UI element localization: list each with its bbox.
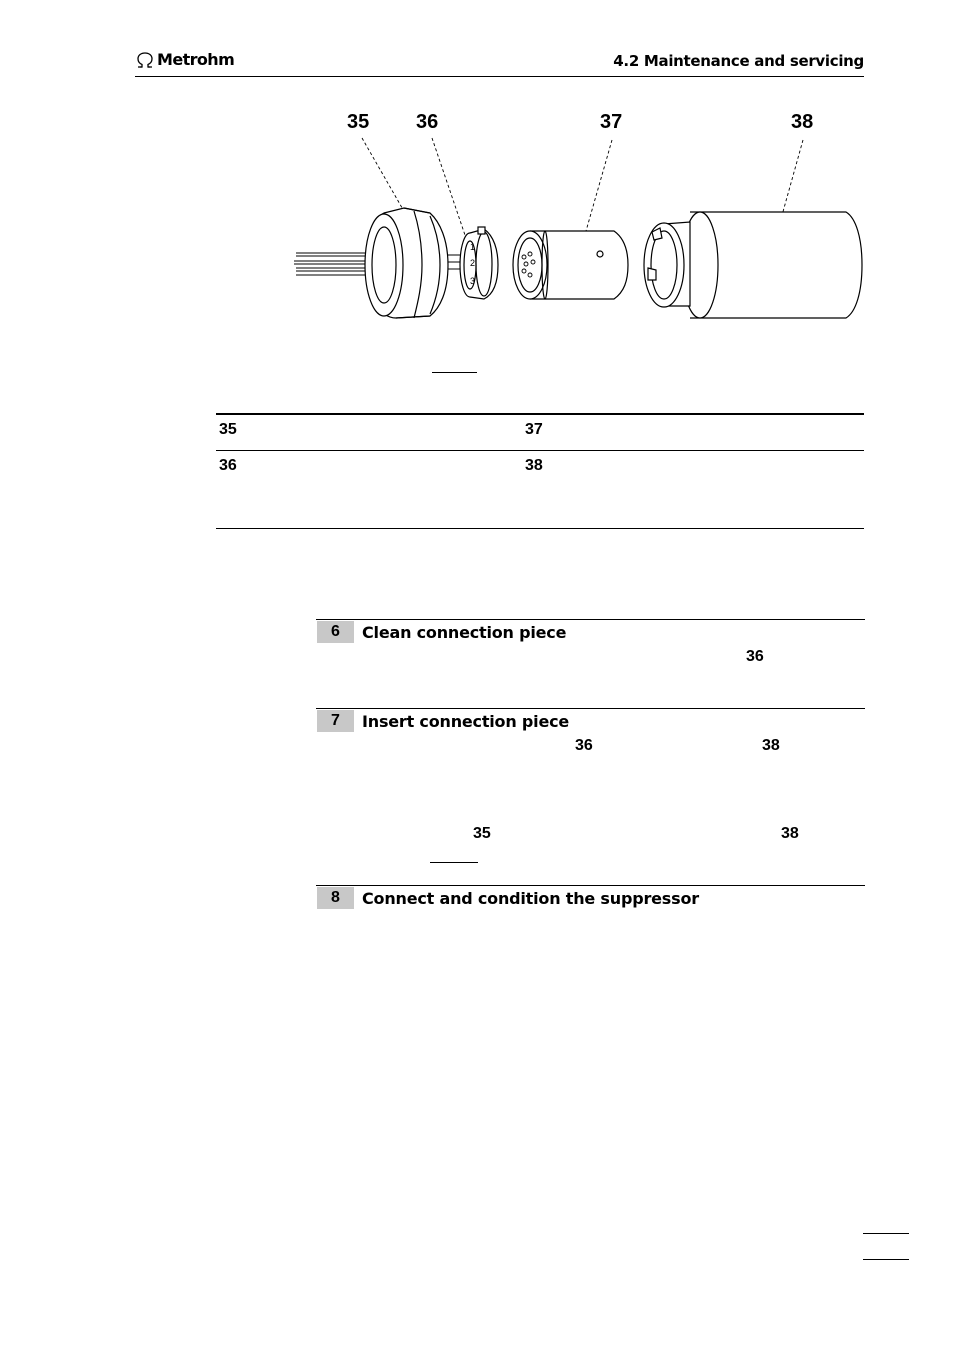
footer-rule-top xyxy=(863,1233,909,1234)
callout-38: 38 xyxy=(791,111,814,133)
table-row-rule xyxy=(216,450,864,451)
pin-label-3: 3 xyxy=(470,276,476,286)
step-7-underline xyxy=(430,862,478,863)
legend-key-35: 35 xyxy=(219,421,237,438)
step-7-ref-35: 35 xyxy=(473,825,491,842)
exploded-view-figure xyxy=(0,0,954,400)
step-8-rule xyxy=(316,885,865,886)
step-8-number: 8 xyxy=(317,887,354,909)
step-7-number: 7 xyxy=(317,710,354,732)
step-7-rule xyxy=(316,708,865,709)
step-6-title: Clean connection piece xyxy=(362,623,567,642)
section-title: 4.2 Maintenance and servicing xyxy=(613,52,864,70)
pin-label-2: 2 xyxy=(470,258,476,268)
step-6-rule xyxy=(316,619,865,620)
pin-label-1: 1 xyxy=(470,242,476,252)
footer-rule-bottom xyxy=(863,1259,909,1260)
caption-underline xyxy=(432,372,477,373)
step-7-ref-36: 36 xyxy=(575,737,593,754)
table-bottom-rule xyxy=(216,528,864,529)
step-6-number: 6 xyxy=(317,621,354,643)
table-top-rule xyxy=(216,413,864,415)
legend-key-36: 36 xyxy=(219,457,237,474)
step-7-ref-38: 38 xyxy=(762,737,780,754)
suppressor-parts-drawing xyxy=(0,0,954,400)
callout-36: 36 xyxy=(416,111,439,133)
step-7-ref-38b: 38 xyxy=(781,825,799,842)
callout-37: 37 xyxy=(600,111,623,133)
brand-name: Metrohm xyxy=(157,50,235,69)
callout-35: 35 xyxy=(347,111,370,133)
legend-key-38: 38 xyxy=(525,457,543,474)
legend-key-37: 37 xyxy=(525,421,543,438)
step-7-title: Insert connection piece xyxy=(362,712,570,731)
step-6-ref-36: 36 xyxy=(746,648,764,665)
step-8-title: Connect and condition the suppressor xyxy=(362,889,699,908)
